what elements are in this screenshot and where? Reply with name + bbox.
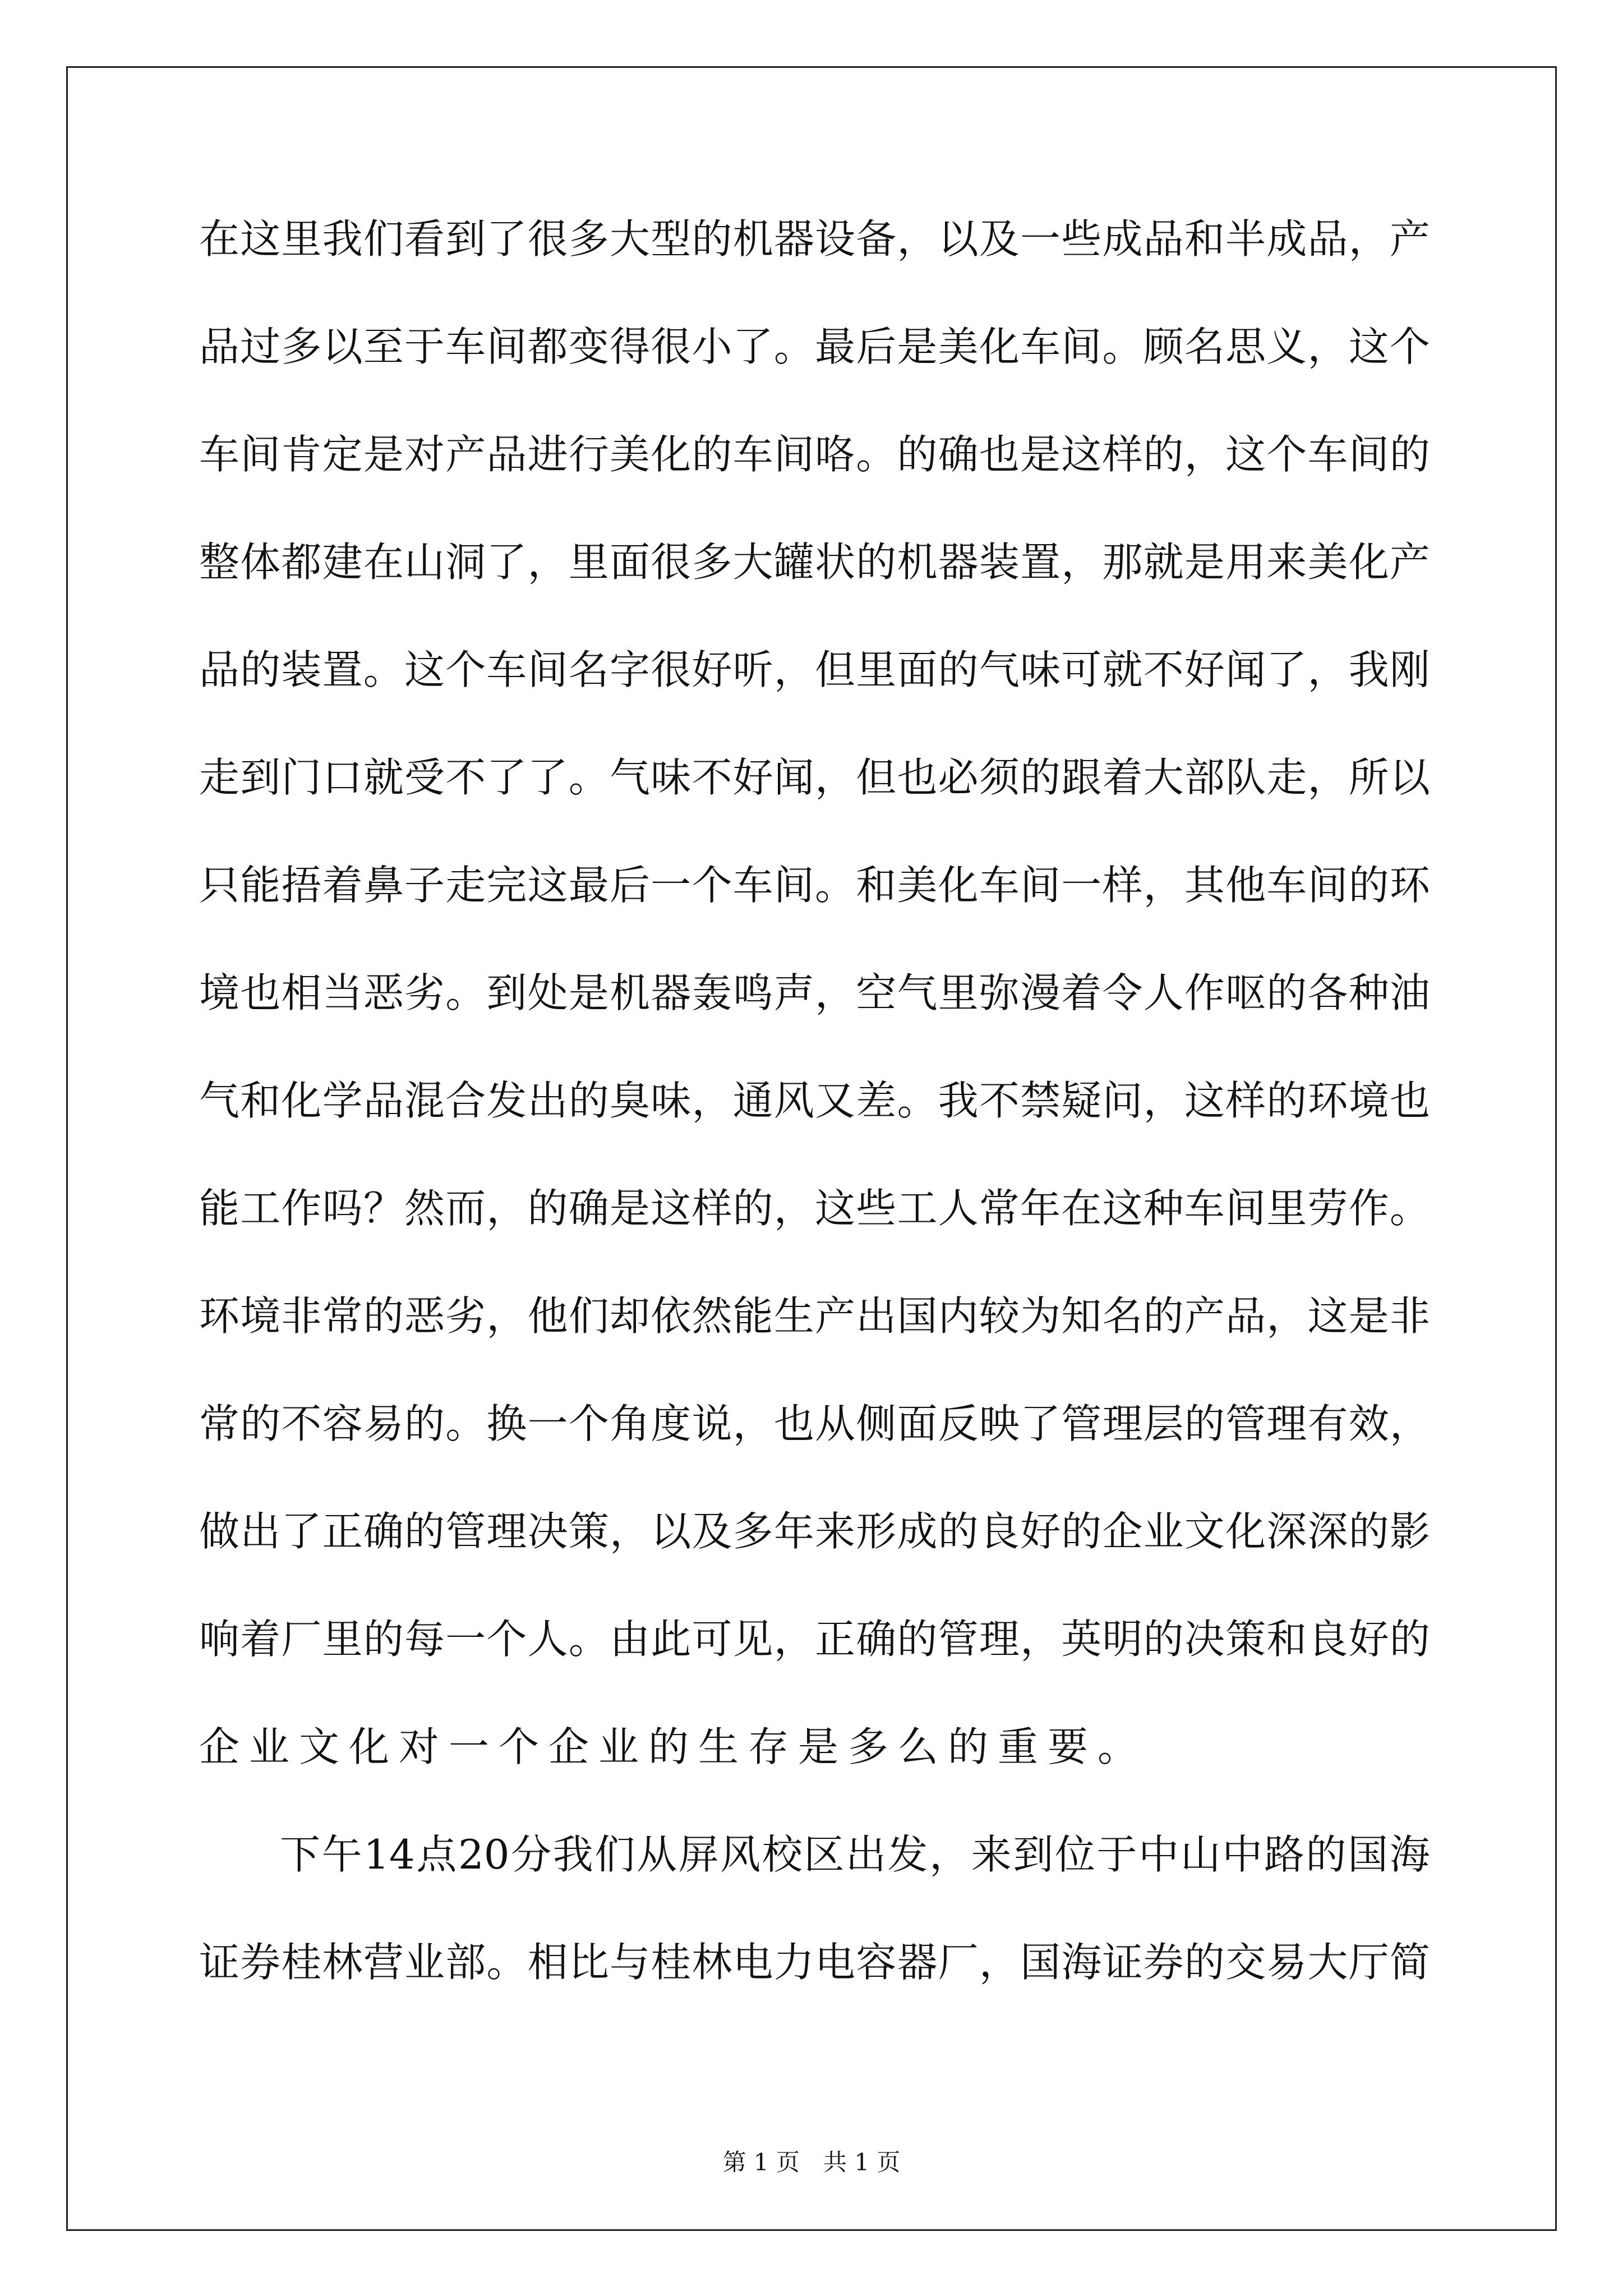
text-line: 品 过 多 以 至 于 车 间 都 变 得 很 小 了 。 最 后 是 美 化 车 间 。 顾 名 思 义 ， 这 个 — [199, 323, 1430, 370]
text-line: 常 的 不 容 易 的 。 换 一 个 角 度 说 ， 也 从 侧 面 反 映 了 管 理 层 的 管 理 有 效 ， — [199, 1400, 1430, 1447]
text-line: 气 和 化 学 品 混 合 发 出 的 臭 味 ， 通 风 又 差 。 我 不 禁 疑 问 ， 这 样 的 环 境 也 — [199, 1077, 1430, 1124]
document-body — [199, 215, 1430, 2050]
text-line: 境 也 相 当 恶 劣 。 到 处 是 机 器 轰 鸣 声 ， 空 气 里 弥 漫 着 令 人 作 呕 的 各 种 油 — [199, 969, 1430, 1016]
text-line: 响 着 厂 里 的 每 一 个 人 。 由 此 可 见 ， 正 确 的 管 理 ， 英 明 的 决 策 和 良 好 的 — [199, 1616, 1430, 1663]
text-line: 走 到 门 口 就 受 不 了 了 。 气 味 不 好 闻 ， 但 也 必 须 的 跟 着 大 部 队 走 ， 所 以 — [199, 754, 1430, 801]
text-line: 做 出 了 正 确 的 管 理 决 策 ， 以 及 多 年 来 形 成 的 良 好 的 企 业 文 化 深 深 的 影 — [199, 1508, 1430, 1555]
text-line: 只 能 捂 着 鼻 子 走 完 这 最 后 一 个 车 间 。 和 美 化 车 间 一 样 ， 其 他 车 间 的 环 — [199, 862, 1430, 909]
text-line: 整 体 都 建 在 山 洞 了 ， 里 面 很 多 大 罐 状 的 机 器 装 置 ， 那 就 是 用 来 美 化 产 — [199, 539, 1430, 586]
text-line: 证 券 桂 林 营 业 部 。 相 比 与 桂 林 电 力 电 容 器 厂 ， 国 海 证 券 的 交 易 大 厅 简 — [199, 1939, 1430, 1986]
text-line: 在 这 里 我 们 看 到 了 很 多 大 型 的 机 器 设 备 ， 以 及 一 些 成 品 和 半 成 品 ， 产 — [199, 215, 1430, 263]
text-line: 环 境 非 常 的 恶 劣 ， 他 们 却 依 然 能 生 产 出 国 内 较 为 知 名 的 产 品 ， 这 是 非 — [199, 1292, 1430, 1340]
text-line: 企业文化对一个企业的生存是多么的重要。 — [199, 1723, 1148, 1770]
page-number-footer: 第 1 页 共 1 页 — [722, 2148, 901, 2176]
text-line: 品 的 装 置 。 这 个 车 间 名 字 很 好 听 ， 但 里 面 的 气 味 可 就 不 好 闻 了 ， 我 刚 — [199, 646, 1430, 693]
text-line: 车 间 肯 定 是 对 产 品 进 行 美 化 的 车 间 咯 。 的 确 也 是 这 样 的 ， 这 个 车 间 的 — [199, 431, 1430, 478]
text-line: 能 工 作 吗 ？ 然 而 ， 的 确 是 这 样 的 ， 这 些 工 人 常 年 在 这 种 车 间 里 劳 作 。 — [199, 1185, 1430, 1232]
text-line: 下 午 14 点 20 分 我 们 从 屏 风 校 区 出 发 ， 来 到 位 于 中 山 中 路 的 国 海 — [280, 1831, 1430, 1878]
